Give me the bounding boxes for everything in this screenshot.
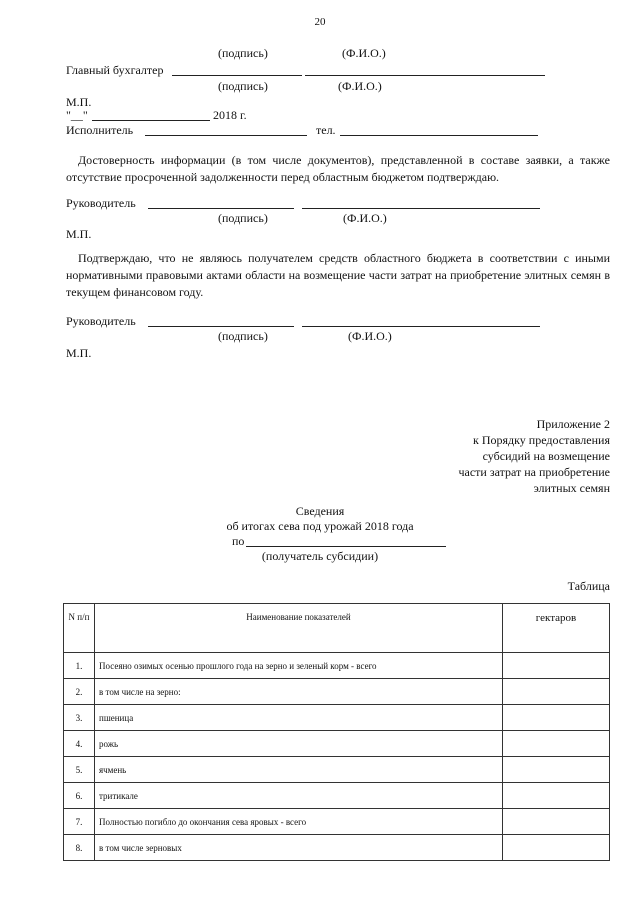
row-value-cell[interactable]	[503, 679, 610, 705]
appendix-line: части затрат на приобретение	[458, 465, 610, 479]
head-label: Руководитель	[66, 314, 136, 328]
row-value-cell[interactable]	[503, 783, 610, 809]
row-indicator: тритикале	[95, 783, 503, 809]
chief-accountant-fio-line[interactable]	[305, 75, 545, 76]
header-number: N п/п	[64, 604, 95, 653]
chief-accountant-signature-line[interactable]	[172, 75, 302, 76]
stamp-label: М.П.	[66, 95, 92, 109]
page-number: 20	[314, 16, 326, 28]
table-row	[64, 731, 610, 757]
appendix-heading	[458, 416, 610, 496]
executor-label: Исполнитель	[66, 123, 134, 137]
signature-caption: (подпись)	[218, 46, 268, 60]
recipient-line[interactable]	[246, 546, 446, 547]
row-value-cell[interactable]	[503, 705, 610, 731]
sowing-table	[63, 603, 610, 861]
table-header-row	[64, 604, 610, 653]
appendix-line: элитных семян	[533, 481, 610, 495]
row-number: 7.	[64, 809, 95, 835]
document-title: Сведения	[295, 504, 345, 518]
row-indicator: рожь	[95, 731, 503, 757]
row-indicator: пшеница	[95, 705, 503, 731]
header-indicator: Наименование показателей	[95, 604, 503, 653]
head-fio-line[interactable]	[302, 326, 540, 327]
recipient-prefix: по	[232, 534, 245, 548]
chief-accountant-label: Главный бухгалтер	[66, 63, 164, 77]
table-row	[64, 809, 610, 835]
table-row	[64, 835, 610, 861]
header-hectares: гектаров	[503, 604, 610, 653]
confirmation-paragraph: Подтверждаю, что не являюсь получателем средств областного бюджета в соответствии с иными нормативными правовыми актами области на возмещение части затрат на приобретение элитных семян в текущем финансовом году.	[66, 251, 610, 299]
document-subtitle: об итогах сева под урожай 2018 года	[226, 519, 414, 533]
table-row	[64, 705, 610, 731]
table-row	[64, 757, 610, 783]
row-indicator: Посеяно озимых осенью прошлого года на зерно и зеленый корм - всего	[95, 653, 503, 679]
row-number: 4.	[64, 731, 95, 757]
table-row	[64, 653, 610, 679]
head-label: Руководитель	[66, 196, 136, 210]
fio-caption: (Ф.И.О.)	[338, 79, 382, 93]
signature-caption: (подпись)	[218, 329, 268, 343]
table-label: Таблица	[567, 579, 610, 593]
fio-caption: (Ф.И.О.)	[343, 211, 387, 225]
date-month-line[interactable]	[92, 120, 210, 121]
date-year: 2018 г.	[213, 108, 247, 122]
signature-caption: (подпись)	[218, 79, 268, 93]
row-number: 6.	[64, 783, 95, 809]
row-number: 5.	[64, 757, 95, 783]
head-signature-line[interactable]	[148, 326, 294, 327]
recipient-caption: (получатель субсидии)	[261, 549, 379, 563]
table-row	[64, 783, 610, 809]
fio-caption: (Ф.И.О.)	[348, 329, 392, 343]
stamp-label: М.П.	[66, 227, 92, 241]
row-number: 8.	[64, 835, 95, 861]
row-value-cell[interactable]	[503, 731, 610, 757]
phone-line[interactable]	[340, 135, 538, 136]
appendix-line: субсидий на возмещение	[482, 449, 610, 463]
row-value-cell[interactable]	[503, 653, 610, 679]
table-row	[64, 679, 610, 705]
row-value-cell[interactable]	[503, 809, 610, 835]
row-indicator: Полностью погибло до окончания сева яровых - всего	[95, 809, 503, 835]
fio-caption: (Ф.И.О.)	[342, 46, 386, 60]
row-indicator: в том числе на зерно:	[95, 679, 503, 705]
appendix-line: Приложение 2	[536, 417, 610, 431]
row-number: 2.	[64, 679, 95, 705]
row-number: 3.	[64, 705, 95, 731]
executor-line[interactable]	[145, 135, 307, 136]
stamp-label: М.П.	[66, 346, 92, 360]
row-value-cell[interactable]	[503, 835, 610, 861]
appendix-line: к Порядку предоставления	[472, 433, 610, 447]
head-signature-line[interactable]	[148, 208, 294, 209]
row-value-cell[interactable]	[503, 757, 610, 783]
row-indicator: в том числе зерновых	[95, 835, 503, 861]
confirmation-paragraph: Достоверность информации (в том числе документов), представленной в составе заявки, а также отсутствие просроченной задолженности перед областным бюджетом подтверждаю.	[66, 153, 610, 184]
signature-caption: (подпись)	[218, 211, 268, 225]
head-fio-line[interactable]	[302, 208, 540, 209]
phone-label: тел.	[316, 123, 336, 137]
date-day: "__"	[66, 108, 88, 122]
row-number: 1.	[64, 653, 95, 679]
row-indicator: ячмень	[95, 757, 503, 783]
